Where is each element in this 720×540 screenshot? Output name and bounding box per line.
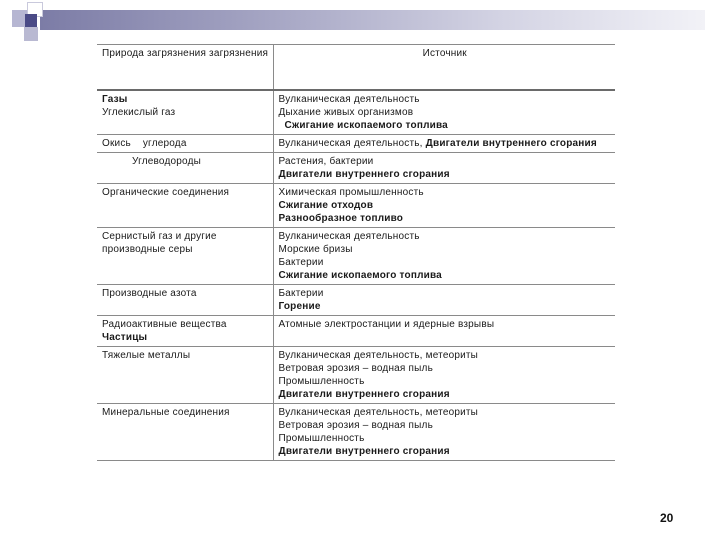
table-row xyxy=(97,184,615,228)
source-text: Атомные электростанции и ядерные взрывы xyxy=(278,319,495,330)
decorative-square xyxy=(12,27,24,40)
source-text: Двигатели внутреннего сгорания xyxy=(278,389,450,400)
source-cell xyxy=(273,285,615,316)
source-text: Сжигание ископаемого топлива xyxy=(284,120,448,131)
nature-text: Газы xyxy=(102,94,128,105)
nature-text: Производные азота xyxy=(102,288,197,299)
table-row xyxy=(97,316,615,347)
source-text: Двигатели внутреннего сгорания xyxy=(278,446,450,457)
nature-text: Частицы xyxy=(102,332,148,343)
table-row xyxy=(97,404,615,461)
header-source: Источник xyxy=(273,45,615,91)
nature-cell xyxy=(97,90,273,135)
source-text: Бактерии xyxy=(278,257,324,268)
nature-cell xyxy=(97,228,273,285)
nature-text: Окись углерода xyxy=(102,138,187,149)
nature-cell xyxy=(97,404,273,461)
table-row xyxy=(97,228,615,285)
source-text: Горение xyxy=(278,301,321,312)
source-text: Вулканическая деятельность, xyxy=(278,138,426,149)
source-cell xyxy=(273,347,615,404)
source-text: Вулканическая деятельность, метеориты xyxy=(278,350,479,361)
nature-text: Углеводороды xyxy=(132,156,201,167)
nature-cell xyxy=(97,316,273,347)
source-text: Морские бризы xyxy=(278,244,353,255)
pollution-sources-table xyxy=(97,44,615,461)
table-row xyxy=(97,285,615,316)
source-text: Бактерии xyxy=(278,288,324,299)
source-cell xyxy=(273,228,615,285)
nature-text: Минеральные соединения xyxy=(102,407,230,418)
source-cell xyxy=(273,153,615,184)
table-row xyxy=(97,347,615,404)
source-text: Дыхание живых организмов xyxy=(278,107,414,118)
source-cell xyxy=(273,404,615,461)
nature-cell xyxy=(97,135,273,153)
nature-cell xyxy=(97,153,273,184)
source-text: Ветровая эрозия – водная пыль xyxy=(278,363,433,374)
decorative-square xyxy=(25,14,37,28)
source-text: Вулканическая деятельность, метеориты xyxy=(278,407,479,418)
source-text: Вулканическая деятельность xyxy=(278,94,420,105)
table-row xyxy=(97,153,615,184)
source-text: Сжигание ископаемого топлива xyxy=(278,270,442,281)
slide-header-band xyxy=(40,10,705,30)
table-row xyxy=(97,90,615,135)
source-cell xyxy=(273,316,615,347)
page-number: 20 xyxy=(660,511,674,525)
source-text: Двигатели внутреннего сгорания xyxy=(425,138,597,149)
source-text: Ветровая эрозия – водная пыль xyxy=(278,420,433,431)
nature-text: Тяжелые металлы xyxy=(102,350,191,361)
nature-cell xyxy=(97,184,273,228)
source-text: Двигатели внутреннего сгорания xyxy=(278,169,450,180)
table-row xyxy=(97,135,615,153)
nature-text: Органические соединения xyxy=(102,187,230,198)
source-text: Вулканическая деятельность xyxy=(278,231,420,242)
source-text: Сжигание отходов xyxy=(278,200,374,211)
nature-text: Сернистый газ и другие производные серы xyxy=(102,231,217,255)
source-cell xyxy=(273,135,615,153)
header-nature: Природа загрязнения загрязнения xyxy=(97,45,273,91)
decorative-square xyxy=(24,27,38,41)
source-text: Химическая промышленность xyxy=(278,187,424,198)
nature-text: Углекислый газ xyxy=(102,107,176,118)
nature-cell xyxy=(97,285,273,316)
source-text: Растения, бактерии xyxy=(278,156,374,167)
source-cell xyxy=(273,184,615,228)
source-cell xyxy=(273,90,615,135)
nature-cell xyxy=(97,347,273,404)
source-text: Промышленность xyxy=(278,433,365,444)
source-text: Промышленность xyxy=(278,376,365,387)
source-text: Разнообразное топливо xyxy=(278,213,404,224)
nature-text: Радиоактивные вещества xyxy=(102,319,227,330)
